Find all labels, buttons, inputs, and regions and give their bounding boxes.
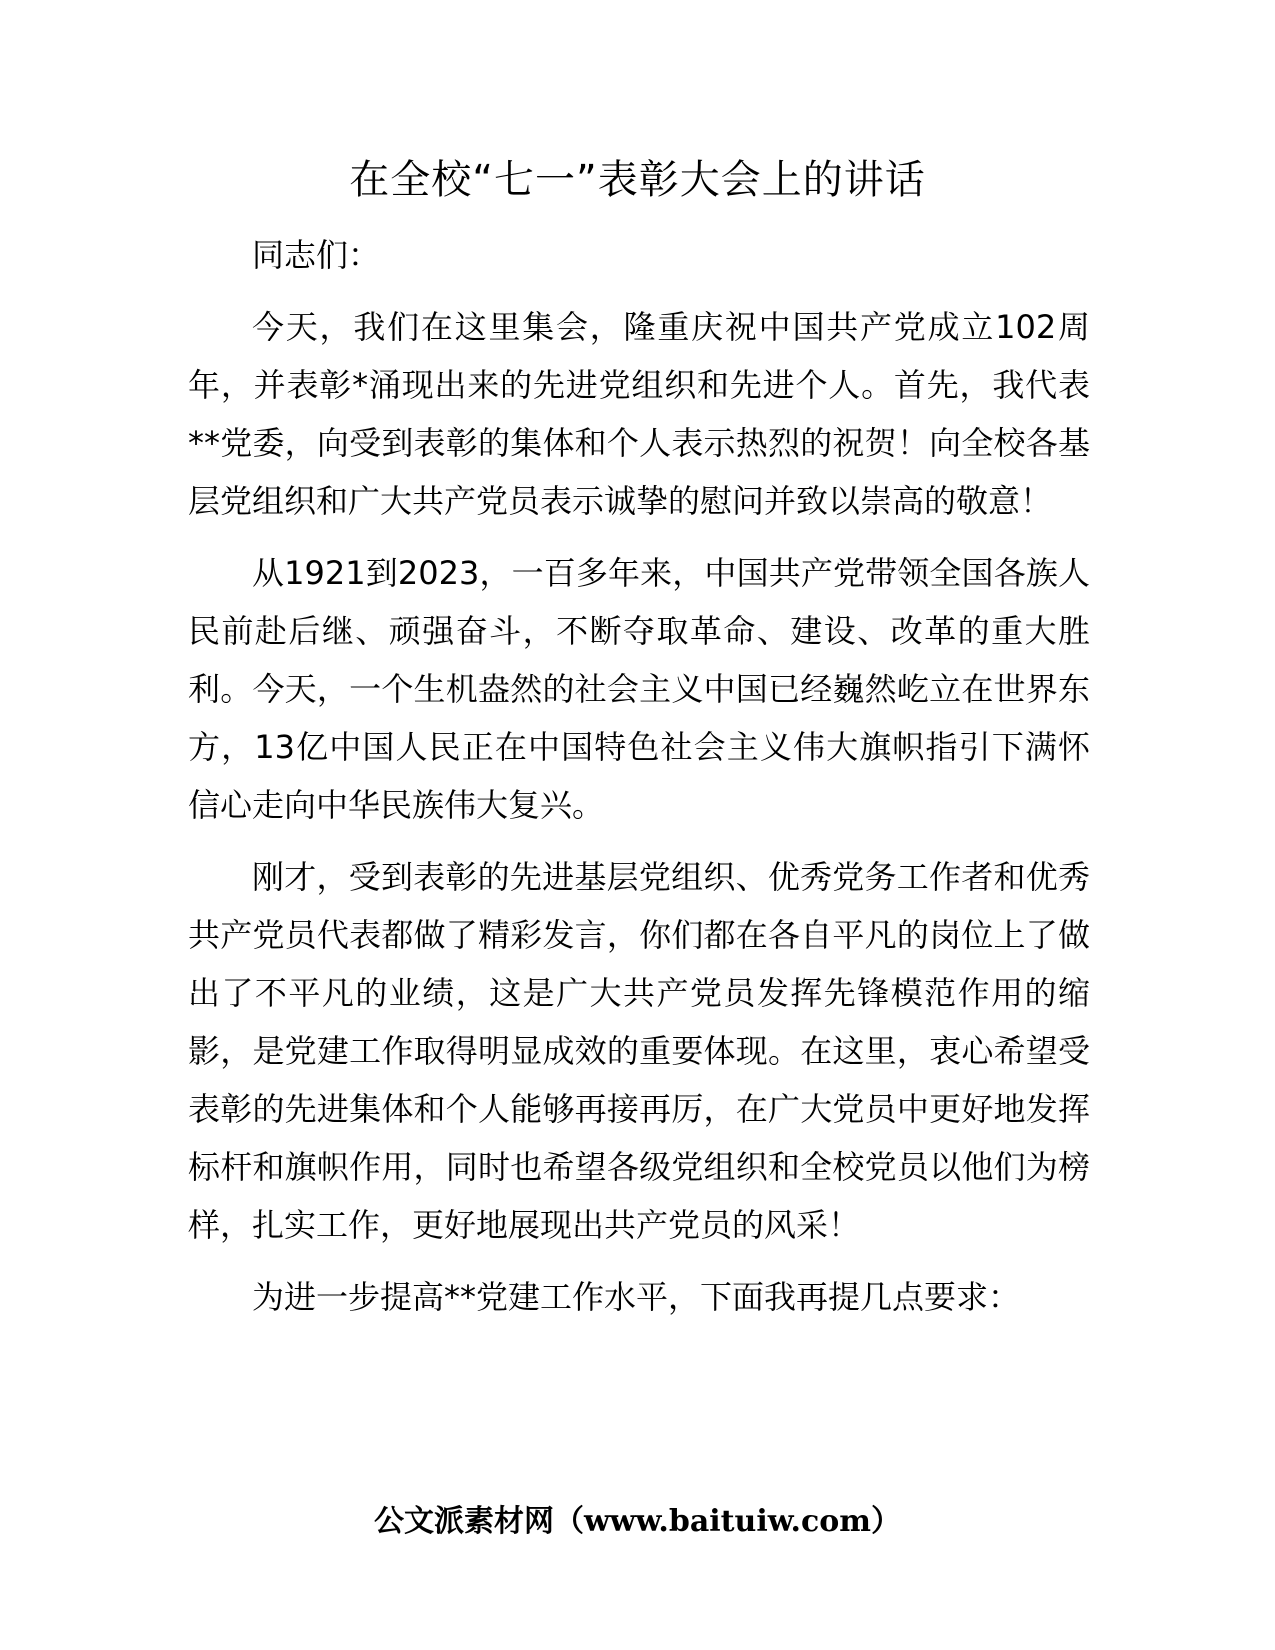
paragraph-2: 从1921到2023，一百多年来，中国共产党带领全国各族人民前赴后继、顽强奋斗，不断夺取革命、建设、改革的重大胜利。今天，一个生机盎然的社会主义中国已经巍然屹立在世界东方，13亿中国人民正在中国特色社会主义伟大旗帜指引下满怀信心走向中华民族伟大复兴。 [188, 554, 1090, 824]
document-body [188, 226, 1090, 1340]
paragraph-1: 今天，我们在这里集会，隆重庆祝中国共产党成立102周年，并表彰*涌现出来的先进党组织和先进个人。首先，我代表**党委，向受到表彰的集体和个人表示热烈的祝贺！向全校各基层党组织和广大共产党员表示诚挚的慰问并致以崇高的敬意！ [188, 308, 1090, 520]
document-title: 在全校“七一”表彰大会上的讲话 [349, 157, 926, 203]
footer-watermark: 公文派素材网（www.baituiw.com） [373, 1504, 902, 1539]
salutation: 同志们： [252, 236, 381, 274]
paragraph-4: 为进一步提高**党建工作水平，下面我再提几点要求： [252, 1278, 1021, 1316]
paragraph-3: 刚才，受到表彰的先进基层党组织、优秀党务工作者和优秀共产党员代表都做了精彩发言，你们都在各自平凡的岗位上了做出了不平凡的业绩，这是广大共产党员发挥先锋模范作用的缩影，是党建工作取得明显成效的重要体现。在这里，衷心希望受表彰的先进集体和个人能够再接再厉，在广大党员中更好地发挥标杆和旗帜作用，同时也希望各级党组织和全校党员以他们为榜样，扎实工作，更好地展现出共产党员的风采！ [188, 858, 1090, 1244]
